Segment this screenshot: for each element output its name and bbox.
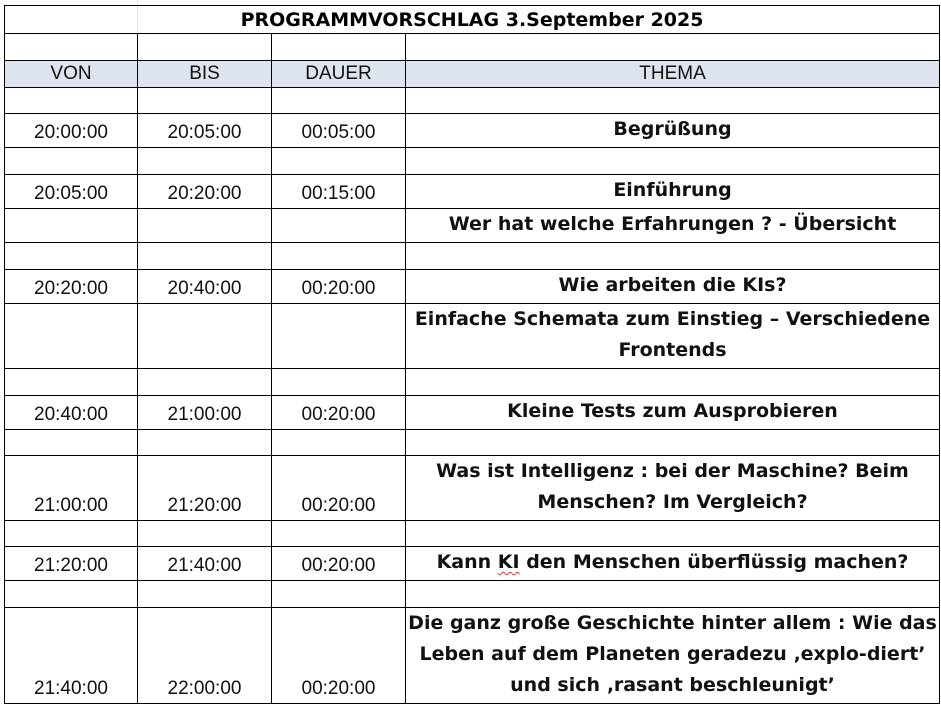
table-row bbox=[5, 608, 940, 704]
cell-von[interactable]: 20:20:00 bbox=[5, 270, 138, 304]
cell[interactable] bbox=[272, 88, 406, 114]
cell[interactable] bbox=[406, 243, 940, 270]
cell[interactable] bbox=[5, 581, 138, 608]
cell-bis[interactable]: 21:40:00 bbox=[138, 547, 272, 581]
cell[interactable] bbox=[406, 88, 940, 114]
cell[interactable] bbox=[272, 581, 406, 608]
empty-row bbox=[5, 34, 940, 61]
table-row bbox=[5, 209, 940, 243]
cell-bis[interactable]: 21:20:00 bbox=[138, 456, 272, 521]
cell-thema[interactable]: Wer hat welche Erfahrungen ? - Übersicht bbox=[406, 209, 940, 243]
cell-dauer[interactable]: 00:20:00 bbox=[272, 456, 406, 521]
cell[interactable] bbox=[272, 521, 406, 547]
cell-dauer[interactable] bbox=[272, 209, 406, 243]
cell[interactable] bbox=[272, 148, 406, 175]
cell-bis[interactable]: 20:20:00 bbox=[138, 175, 272, 209]
cell-thema[interactable]: Einfache Schemata zum Einstieg – Verschiedene Frontends bbox=[406, 304, 940, 369]
cell[interactable] bbox=[138, 430, 272, 456]
cell-thema[interactable]: Einführung bbox=[406, 175, 940, 209]
cell[interactable] bbox=[138, 521, 272, 547]
cell-von[interactable]: 20:40:00 bbox=[5, 396, 138, 430]
cell-bis[interactable]: 22:00:00 bbox=[138, 608, 272, 704]
table-row bbox=[5, 175, 940, 209]
table-row bbox=[5, 456, 940, 521]
cell-thema[interactable]: Begrüßung bbox=[406, 114, 940, 148]
header-dauer[interactable]: DAUER bbox=[272, 61, 406, 88]
empty-row bbox=[5, 369, 940, 396]
cell[interactable] bbox=[406, 430, 940, 456]
cell-bis[interactable] bbox=[138, 304, 272, 369]
cell[interactable] bbox=[272, 34, 406, 61]
page-title[interactable]: PROGRAMMVORSCHLAG 3.September 2025 bbox=[5, 6, 940, 34]
cell[interactable] bbox=[138, 148, 272, 175]
cell[interactable] bbox=[5, 148, 138, 175]
cell[interactable] bbox=[5, 521, 138, 547]
thema-text: den Menschen überflüssig machen? bbox=[519, 551, 909, 573]
header-von[interactable]: VON bbox=[5, 61, 138, 88]
cell-von[interactable]: 21:40:00 bbox=[5, 608, 138, 704]
cell[interactable] bbox=[5, 369, 138, 396]
empty-row bbox=[5, 243, 940, 270]
cell-dauer[interactable]: 00:20:00 bbox=[272, 547, 406, 581]
title-row bbox=[5, 6, 940, 34]
header-row bbox=[5, 61, 940, 88]
cell-thema[interactable]: Kleine Tests zum Ausprobieren bbox=[406, 396, 940, 430]
header-thema[interactable]: THEMA bbox=[406, 61, 940, 88]
table-row bbox=[5, 396, 940, 430]
header-bis[interactable]: BIS bbox=[138, 61, 272, 88]
cell-von[interactable]: 21:00:00 bbox=[5, 456, 138, 521]
cell-thema[interactable] bbox=[406, 547, 940, 581]
cell-bis[interactable]: 21:00:00 bbox=[138, 396, 272, 430]
cell-thema[interactable]: Was ist Intelligenz : bei der Maschine? Beim Menschen? Im Vergleich? bbox=[406, 456, 940, 521]
cell-bis[interactable] bbox=[138, 209, 272, 243]
cell[interactable] bbox=[406, 581, 940, 608]
spellcheck-marked-word: KI bbox=[497, 551, 520, 573]
cell[interactable] bbox=[5, 430, 138, 456]
cell-von[interactable]: 20:05:00 bbox=[5, 175, 138, 209]
cell-dauer[interactable] bbox=[272, 304, 406, 369]
cell-von[interactable]: 20:00:00 bbox=[5, 114, 138, 148]
cell-bis[interactable]: 20:40:00 bbox=[138, 270, 272, 304]
cell[interactable] bbox=[406, 521, 940, 547]
table-row bbox=[5, 270, 940, 304]
cell-dauer[interactable]: 00:15:00 bbox=[272, 175, 406, 209]
table-row bbox=[5, 304, 940, 369]
empty-row bbox=[5, 88, 940, 114]
cell-dauer[interactable]: 00:20:00 bbox=[272, 396, 406, 430]
cell[interactable] bbox=[138, 34, 272, 61]
cell-thema[interactable]: Wie arbeiten die KIs? bbox=[406, 270, 940, 304]
cell-von[interactable] bbox=[5, 304, 138, 369]
thema-text: Kann bbox=[436, 551, 498, 573]
cell[interactable] bbox=[5, 34, 138, 61]
cell[interactable] bbox=[272, 243, 406, 270]
table-row bbox=[5, 114, 940, 148]
cell[interactable] bbox=[138, 581, 272, 608]
cell-dauer[interactable]: 00:20:00 bbox=[272, 608, 406, 704]
cell-dauer[interactable]: 00:05:00 bbox=[272, 114, 406, 148]
cell[interactable] bbox=[138, 243, 272, 270]
cell[interactable] bbox=[5, 243, 138, 270]
empty-row bbox=[5, 148, 940, 175]
empty-row bbox=[5, 430, 940, 456]
cell-bis[interactable]: 20:05:00 bbox=[138, 114, 272, 148]
cell[interactable] bbox=[406, 148, 940, 175]
cell[interactable] bbox=[138, 369, 272, 396]
cell[interactable] bbox=[272, 369, 406, 396]
cell[interactable] bbox=[272, 430, 406, 456]
cell[interactable] bbox=[406, 34, 940, 61]
empty-row bbox=[5, 581, 940, 608]
cell-thema[interactable]: Die ganz große Geschichte hinter allem : Wie das Leben auf dem Planeten geradezu ‚explo-diert’ und sich ‚rasant beschleunigt’ bbox=[406, 608, 940, 704]
cell[interactable] bbox=[406, 369, 940, 396]
empty-row bbox=[5, 521, 940, 547]
cell[interactable] bbox=[138, 88, 272, 114]
cell-von[interactable] bbox=[5, 209, 138, 243]
cell-dauer[interactable]: 00:20:00 bbox=[272, 270, 406, 304]
cell-von[interactable]: 21:20:00 bbox=[5, 547, 138, 581]
table-row bbox=[5, 547, 940, 581]
program-table bbox=[4, 5, 940, 704]
cell[interactable] bbox=[5, 88, 138, 114]
